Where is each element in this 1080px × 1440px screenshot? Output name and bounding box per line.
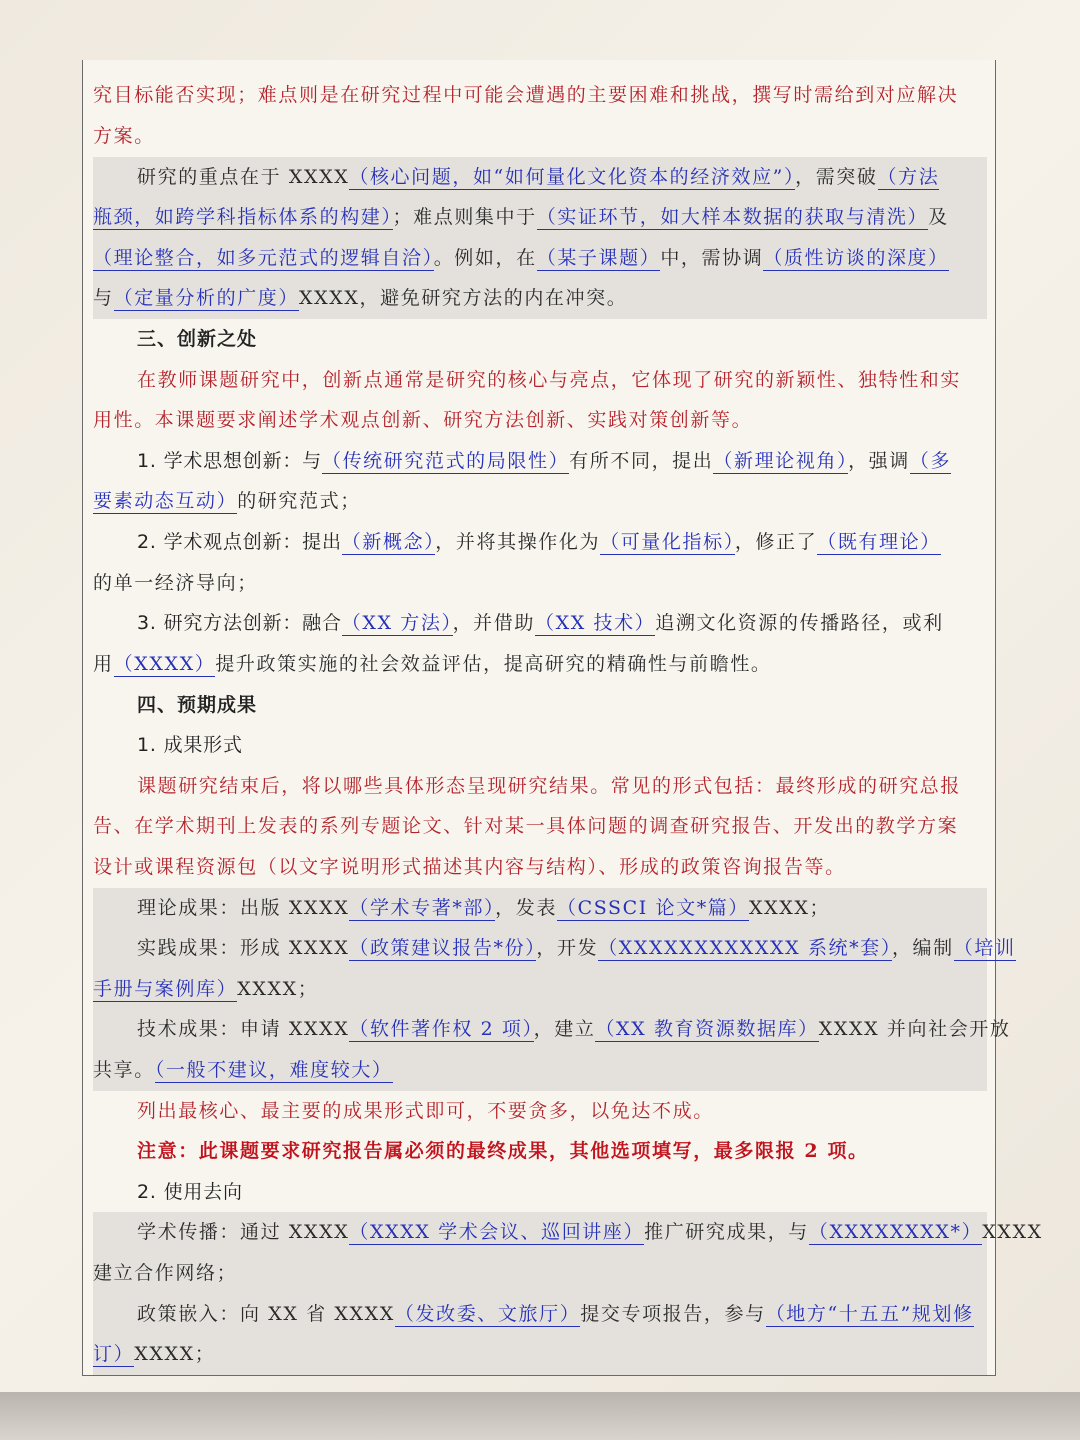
- text-run: ，并借助: [452, 612, 535, 634]
- placeholder-field: （质性访谈的深度）: [763, 247, 949, 269]
- placeholder-field: （地方“十五五”规划修: [765, 1303, 974, 1325]
- text-run: XXXX 并向社会开放: [818, 1018, 1011, 1040]
- text-run: 用: [93, 653, 114, 675]
- text-run: ，需突破: [795, 166, 878, 188]
- text-run: XXXX；: [749, 897, 831, 919]
- text-run: 3. 研究方法创新：融合: [137, 612, 342, 634]
- text-run: ，编制: [891, 937, 954, 959]
- text-run: 建立合作网络；: [93, 1262, 238, 1284]
- text-line: [93, 278, 987, 319]
- text-run: 设计或课程资源包（以文字说明形式描述其内容与结构）、形成的政策咨询报告等。: [93, 856, 846, 878]
- placeholder-field: （CSSCI 论文*篇）: [556, 897, 750, 919]
- text-line: [93, 1091, 987, 1132]
- section-heading: [93, 319, 987, 360]
- text-run: XXXX；: [134, 1343, 216, 1365]
- text-run: 有所不同，提出: [569, 450, 714, 472]
- placeholder-field: （政策建议报告*份）: [349, 937, 537, 959]
- text-line: [93, 522, 987, 563]
- text-run: 注意：此课题要求研究报告属必须的最终成果，其他选项填写，最多限报 2 项。: [137, 1140, 869, 1162]
- placeholder-field: 瓶颈，如跨学科指标体系的构建）: [93, 206, 393, 228]
- text-line: [93, 1334, 987, 1375]
- placeholder-field: （理论整合，如多元范式的逻辑自洽）: [93, 247, 434, 269]
- text-line: [93, 888, 987, 929]
- placeholder-field: （方法: [877, 166, 940, 188]
- heading-text: 三、创新之处: [137, 328, 258, 350]
- placeholder-field: （某子课题）: [536, 247, 661, 269]
- text-run: 告、在学术期刊上发表的系列专题论文、针对某一具体问题的调查研究报告、开发出的教学方案: [93, 815, 959, 837]
- text-line: [93, 116, 987, 157]
- placeholder-field: （一般不建议，难度较大）: [154, 1059, 393, 1081]
- text-run: 究目标能否实现；难点则是在研究过程中可能会遭遇的主要困难和挑战，撰写时需给到对应解决: [93, 84, 959, 106]
- text-line: [93, 360, 987, 401]
- placeholder-field: （定量分析的广度）: [113, 287, 300, 309]
- text-run: XXXX；: [237, 978, 319, 1000]
- text-run: 实践成果：形成 XXXX: [137, 937, 350, 959]
- heading-text: 四、预期成果: [137, 694, 258, 716]
- document-page: [82, 60, 1043, 1376]
- text-line: [93, 400, 987, 441]
- subsection-heading: [93, 725, 987, 766]
- text-line: [93, 847, 987, 888]
- text-line: [93, 197, 987, 238]
- text-run: 在教师课题研究中，创新点通常是研究的核心与亮点，它体现了研究的新颖性、独特性和实: [137, 369, 962, 391]
- text-run: 与: [93, 287, 114, 309]
- placeholder-field: （培训: [953, 937, 1016, 959]
- placeholder-field: （软件著作权 2 项）: [349, 1018, 534, 1040]
- text-run: 研究的重点在于 XXXX: [137, 166, 350, 188]
- text-run: 用性。本课题要求阐述学术观点创新、研究方法创新、实践对策创新等。: [93, 409, 753, 431]
- placeholder-field: （XX 教育资源数据库）: [595, 1018, 819, 1040]
- text-run: ，强调: [848, 450, 910, 472]
- text-line: [93, 75, 987, 116]
- placeholder-field: （XXXX）: [113, 653, 216, 675]
- text-run: XXXX: [982, 1221, 1043, 1243]
- text-run: 。例如，在: [433, 247, 537, 269]
- placeholder-field: 订）: [93, 1343, 135, 1365]
- placeholder-field: （XXXX 学术会议、巡回讲座）: [349, 1221, 645, 1243]
- text-run: ；难点则集中于: [392, 206, 537, 228]
- text-run: ，建立: [533, 1018, 596, 1040]
- text-run: 提交专项报告，参与: [580, 1303, 766, 1325]
- note-line: [93, 1131, 987, 1172]
- text-line: [93, 644, 987, 685]
- text-run: 的研究范式；: [237, 490, 361, 512]
- text-run: 及: [928, 206, 949, 228]
- placeholder-field: （XXXXXXXX*）: [808, 1221, 983, 1243]
- text-line: [93, 806, 987, 847]
- placeholder-field: （可量化指标）: [600, 531, 735, 553]
- placeholder-field: （新理论视角）: [713, 450, 849, 472]
- photo-bottom-edge: [0, 1392, 1080, 1440]
- text-line: [93, 1009, 1011, 1050]
- placeholder-field: （核心问题，如“如何量化文化资本的经济效应”）: [349, 166, 796, 188]
- text-run: ，发表: [495, 897, 557, 919]
- text-run: XXXX，避免研究方法的内在冲突。: [299, 287, 628, 309]
- text-run: 追溯文化资源的传播路径，或利: [655, 612, 944, 634]
- text-line: [93, 766, 987, 807]
- placeholder-field: 要素动态互动）: [93, 490, 238, 512]
- text-run: 1. 学术思想创新：与: [137, 450, 322, 472]
- text-run: 2. 学术观点创新：提出: [137, 531, 342, 553]
- text-line: [93, 481, 987, 522]
- placeholder-field: （学术专著*部）: [349, 897, 496, 919]
- text-run: 理论成果：出版 XXXX: [137, 897, 350, 919]
- text-line: [93, 441, 987, 482]
- text-line: [93, 1253, 987, 1294]
- text-line: [93, 603, 987, 644]
- text-run: 政策嵌入：向 XX 省 XXXX: [137, 1303, 395, 1325]
- placeholder-field: （XX 方法）: [341, 612, 453, 634]
- text-run: 推广研究成果，与: [644, 1221, 809, 1243]
- placeholder-field: （XX 技术）: [534, 612, 656, 634]
- text-line: [93, 238, 987, 279]
- placeholder-field: 手册与案例库）: [93, 978, 238, 1000]
- text-line: [93, 1212, 1043, 1253]
- placeholder-field: （新概念）: [341, 531, 436, 553]
- text-line: [93, 1050, 987, 1091]
- text-run: 的单一经济导向；: [93, 572, 258, 594]
- text-run: ，修正了: [734, 531, 818, 553]
- text-run: 列出最核心、最主要的成果形式即可，不要贪多，以免达不成。: [137, 1100, 714, 1122]
- text-run: 共享。: [93, 1059, 155, 1081]
- placeholder-field: （既有理论）: [817, 531, 941, 553]
- placeholder-field: （实证环节，如大样本数据的获取与清洗）: [536, 206, 929, 228]
- text-line: [93, 563, 987, 604]
- heading-text: 2. 使用去向: [137, 1181, 243, 1203]
- text-run: ，开发: [536, 937, 599, 959]
- placeholder-field: （多: [909, 450, 952, 472]
- section-heading: [93, 685, 987, 726]
- text-run: 技术成果：申请 XXXX: [137, 1018, 350, 1040]
- heading-text: 1. 成果形式: [137, 734, 243, 756]
- text-line: [93, 928, 1016, 969]
- text-run: 课题研究结束后，将以哪些具体形态呈现研究结果。常见的形式包括：最终形成的研究总报: [137, 775, 962, 797]
- text-line: [93, 157, 987, 198]
- text-run: 中，需协调: [660, 247, 764, 269]
- subsection-heading: [93, 1172, 987, 1213]
- text-run: ，并将其操作化为: [435, 531, 601, 553]
- text-run: 方案。: [93, 125, 155, 147]
- placeholder-field: （XXXXXXXXXXXX 系统*套）: [598, 937, 892, 959]
- placeholder-field: （发改委、文旅厅）: [394, 1303, 581, 1325]
- placeholder-field: （传统研究范式的局限性）: [321, 450, 570, 472]
- text-run: 学术传播：通过 XXXX: [137, 1221, 350, 1243]
- text-line: [93, 1294, 987, 1335]
- text-run: 提升政策实施的社会效益评估，提高研究的精确性与前瞻性。: [215, 653, 772, 675]
- text-line: [93, 969, 987, 1010]
